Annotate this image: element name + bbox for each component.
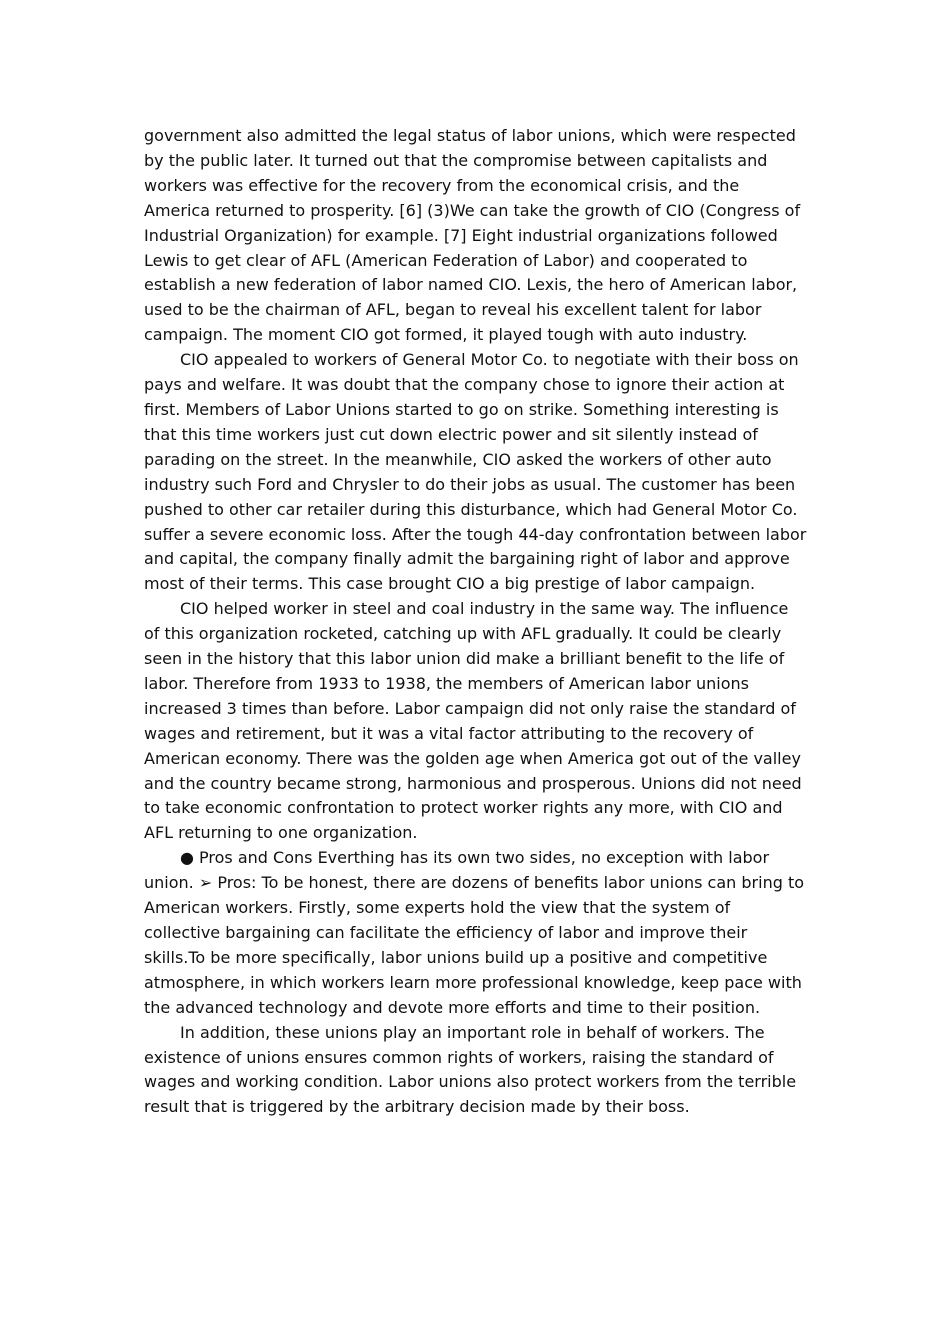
- paragraph-3: CIO helped worker in steel and coal industry in the same way. The influence of this organization rocketed, catching up with AFL gradually. It could be clearly seen in the history that this labor union did make a brilliant benefit to the life of labor. Therefore from 1933 to 1938, the members of American labor unions increased 3 times than before. Labor campaign did not only raise the standard of wages and retirement, but it was a vital factor attributing to the recovery of American economy. There was the golden age when America got out of the valley and the country became strong, harmonious and prosperous. Unions did not need to take economic confrontation to protect worker rights any more, with CIO and AFL returning to one organization.: [144, 599, 802, 843]
- paragraph-2: CIO appealed to workers of General Motor Co. to negotiate with their boss on pays and welfare. It was doubt that the company chose to ignore their action at first. Members of Labor Unions started to go on strike. Something interesting is that this time workers just cut down electric power and sit silently instead of parading on the street. In the meanwhile, CIO asked the workers of other auto industry such Ford and Chrysler to do their jobs as usual. The customer has been pushed to other car retailer during this disturbance, which had General Motor Co. suffer a severe economic loss. After the tough 44-day confrontation between labor and capital, the company finally admit the bargaining right of labor and approve most of their terms. This case brought CIO a big prestige of labor campaign.: [144, 350, 807, 594]
- paragraph-5: In addition, these unions play an important role in behalf of workers. The existence of unions ensures common rights of workers, raising the standard of wages and working condition. Labor unions also protect workers from the terrible result that is triggered by the arbitrary decision made by their boss.: [144, 1022, 797, 1117]
- paragraph-1: government also admitted the legal status of labor unions, which were respected by the public later. It turned out that the compromise between capitalists and workers was effective for the recovery from the economical crisis, and the America returned to prosperity. [6] (3)We can take the growth of CIO (Congress of Industrial Organization) for example. [7] Eight industrial organizations followed Lewis to get clear of AFL (American Federation of Labor) and cooperated to establish a new federation of labor named CIO. Lexis, the hero of American labor, used to be the chairman of AFL, began to reveal his excellent talent for labor campaign. The moment CIO got formed, it played tough with auto industry.: [144, 126, 801, 345]
- document-page: [144, 124, 808, 1120]
- paragraph-4: ● Pros and Cons Everthing has its own two sides, no exception with labor union. ➢ Pros: To be honest, there are dozens of benefits labor unions can bring to American workers. Firstly, some experts hold the view that the system of collective bargaining can facilitate the efficiency of labor and improve their skills.To be more specifically, labor unions build up a positive and competitive atmosphere, in which workers learn more professional knowledge, keep pace with the advanced technology and devote more efforts and time to their position.: [144, 848, 805, 1017]
